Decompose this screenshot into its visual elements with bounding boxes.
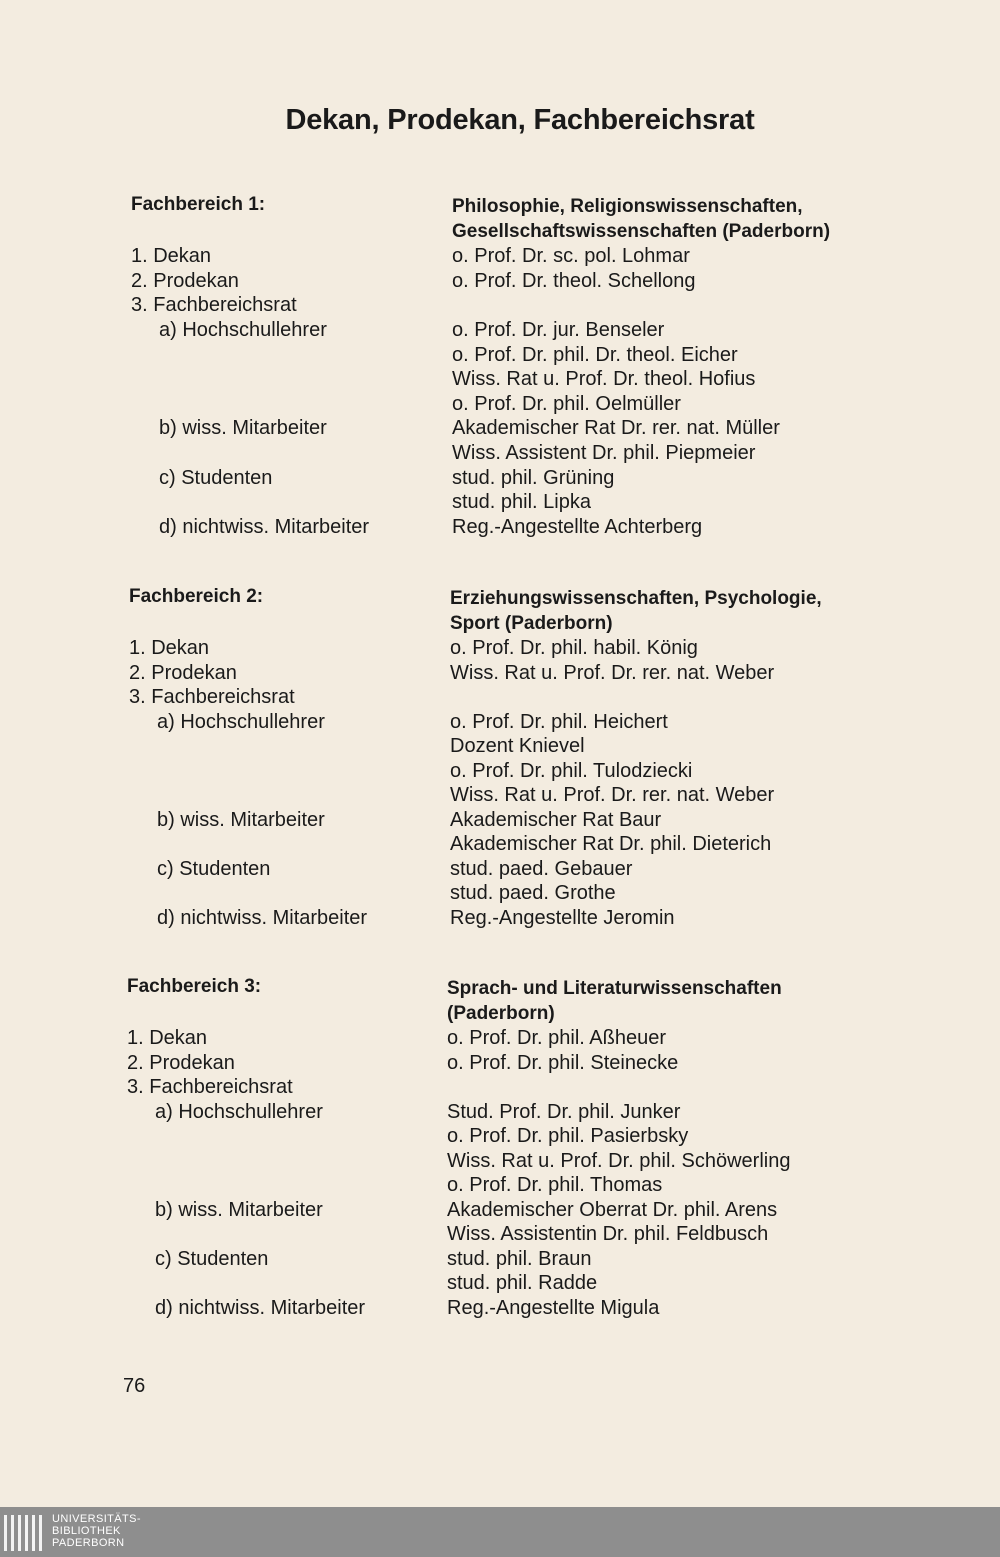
member-name: Reg.-Angestellte Migula [447,1296,660,1319]
library-name [52,1513,141,1549]
library-name-line-2: BIBLIOTHEK [52,1525,121,1537]
member-name: o. Prof. Dr. phil. habil. König [450,637,698,659]
member-name: o. Prof. Dr. phil. Thomas [447,1174,663,1196]
member-name: Wiss. Rat u. Prof. Dr. rer. nat. Weber [450,661,775,684]
member-name: Wiss. Rat u. Prof. Dr. rer. nat. Weber [450,784,775,806]
member-name: stud. phil. Grüning [452,466,615,489]
faculty-heading: Fachbereich 3: [127,976,262,997]
faculty-title-line: Erziehungswissenschaften, Psychologie, [450,588,822,609]
member-name: Akademischer Rat Dr. phil. Dieterich [450,833,772,855]
member-name: o. Prof. Dr. sc. pol. Lohmar [452,245,690,268]
member-name: stud. paed. Gebauer [450,857,633,880]
role-label: a) Hochschullehrer [155,1100,323,1123]
member-name: o. Prof. Dr. phil. Oelmüller [452,392,681,415]
page-number: 76 [123,1375,146,1397]
role-label: b) wiss. Mitarbeiter [155,1198,323,1221]
role-label: 3. Fachbereichsrat [127,1076,293,1098]
role-label: c) Studenten [157,857,271,880]
role-label: a) Hochschullehrer [159,319,327,341]
member-name: Wiss. Rat u. Prof. Dr. phil. Schöwerling [447,1149,791,1172]
role-label: 1. Dekan [129,637,210,659]
library-name-line-3: PADERBORN [52,1537,125,1549]
faculty-heading: Fachbereich 2: [129,586,264,607]
role-label: 2. Prodekan [131,269,239,292]
member-name: Dozent Knievel [450,735,585,757]
library-name-line-1: UNIVERSITÄTS- [52,1513,141,1525]
library-logo-icon [0,1507,46,1557]
member-name: o. Prof. Dr. phil. Dr. theol. Eicher [452,343,738,366]
member-name: stud. phil. Lipka [452,491,591,514]
member-name: stud. phil. Radde [447,1272,598,1294]
role-label: d) nichtwiss. Mitarbeiter [159,515,370,538]
member-name: Stud. Prof. Dr. phil. Junker [447,1100,681,1123]
faculty-title-line: (Paderborn) [447,1002,555,1024]
faculty-title-line: Philosophie, Religionswissenschaften, [452,196,803,217]
member-name: Wiss. Assistent Dr. phil. Piepmeier [452,442,756,464]
member-name: o. Prof. Dr. phil. Aßheuer [447,1027,666,1049]
role-label: b) wiss. Mitarbeiter [159,417,327,440]
role-label: c) Studenten [159,466,273,489]
library-footer [0,1507,1000,1557]
role-label: 3. Fachbereichsrat [131,294,297,317]
faculty-heading: Fachbereich 1: [131,194,266,215]
member-name: o. Prof. Dr. phil. Heichert [450,710,668,733]
member-name: o. Prof. Dr. phil. Tulodziecki [450,759,693,782]
member-name: Reg.-Angestellte Jeromin [450,906,675,929]
member-name: stud. paed. Grothe [450,882,616,904]
role-label: 2. Prodekan [129,661,237,684]
member-name: o. Prof. Dr. jur. Benseler [452,319,665,341]
member-name: Akademischer Rat Dr. rer. nat. Müller [452,417,780,440]
page-title: Dekan, Prodekan, Fachbereichsrat [285,104,755,136]
role-label: a) Hochschullehrer [157,710,325,733]
member-name: Reg.-Angestellte Achterberg [452,515,703,538]
role-label: d) nichtwiss. Mitarbeiter [157,906,368,929]
member-name: o. Prof. Dr. phil. Steinecke [447,1051,679,1074]
faculty-title-line: Gesellschaftswissenschaften (Paderborn) [452,220,831,242]
member-name: Wiss. Assistentin Dr. phil. Feldbusch [447,1223,769,1245]
role-label: 1. Dekan [131,245,212,268]
role-label: 2. Prodekan [127,1051,235,1074]
faculty-title-line: Sprach- und Literaturwissenschaften [447,978,782,999]
role-label: d) nichtwiss. Mitarbeiter [155,1296,366,1319]
role-label: b) wiss. Mitarbeiter [157,808,325,831]
member-name: stud. phil. Braun [447,1247,592,1270]
faculty-title-line: Sport (Paderborn) [450,612,613,634]
member-name: Akademischer Oberrat Dr. phil. Arens [447,1198,778,1221]
member-name: o. Prof. Dr. theol. Schellong [452,269,696,292]
role-label: 3. Fachbereichsrat [129,686,295,708]
member-name: Wiss. Rat u. Prof. Dr. theol. Hofius [452,368,756,391]
member-name: Akademischer Rat Baur [450,808,662,831]
role-label: 1. Dekan [127,1027,208,1049]
member-name: o. Prof. Dr. phil. Pasierbsky [447,1125,689,1147]
role-label: c) Studenten [155,1247,269,1270]
